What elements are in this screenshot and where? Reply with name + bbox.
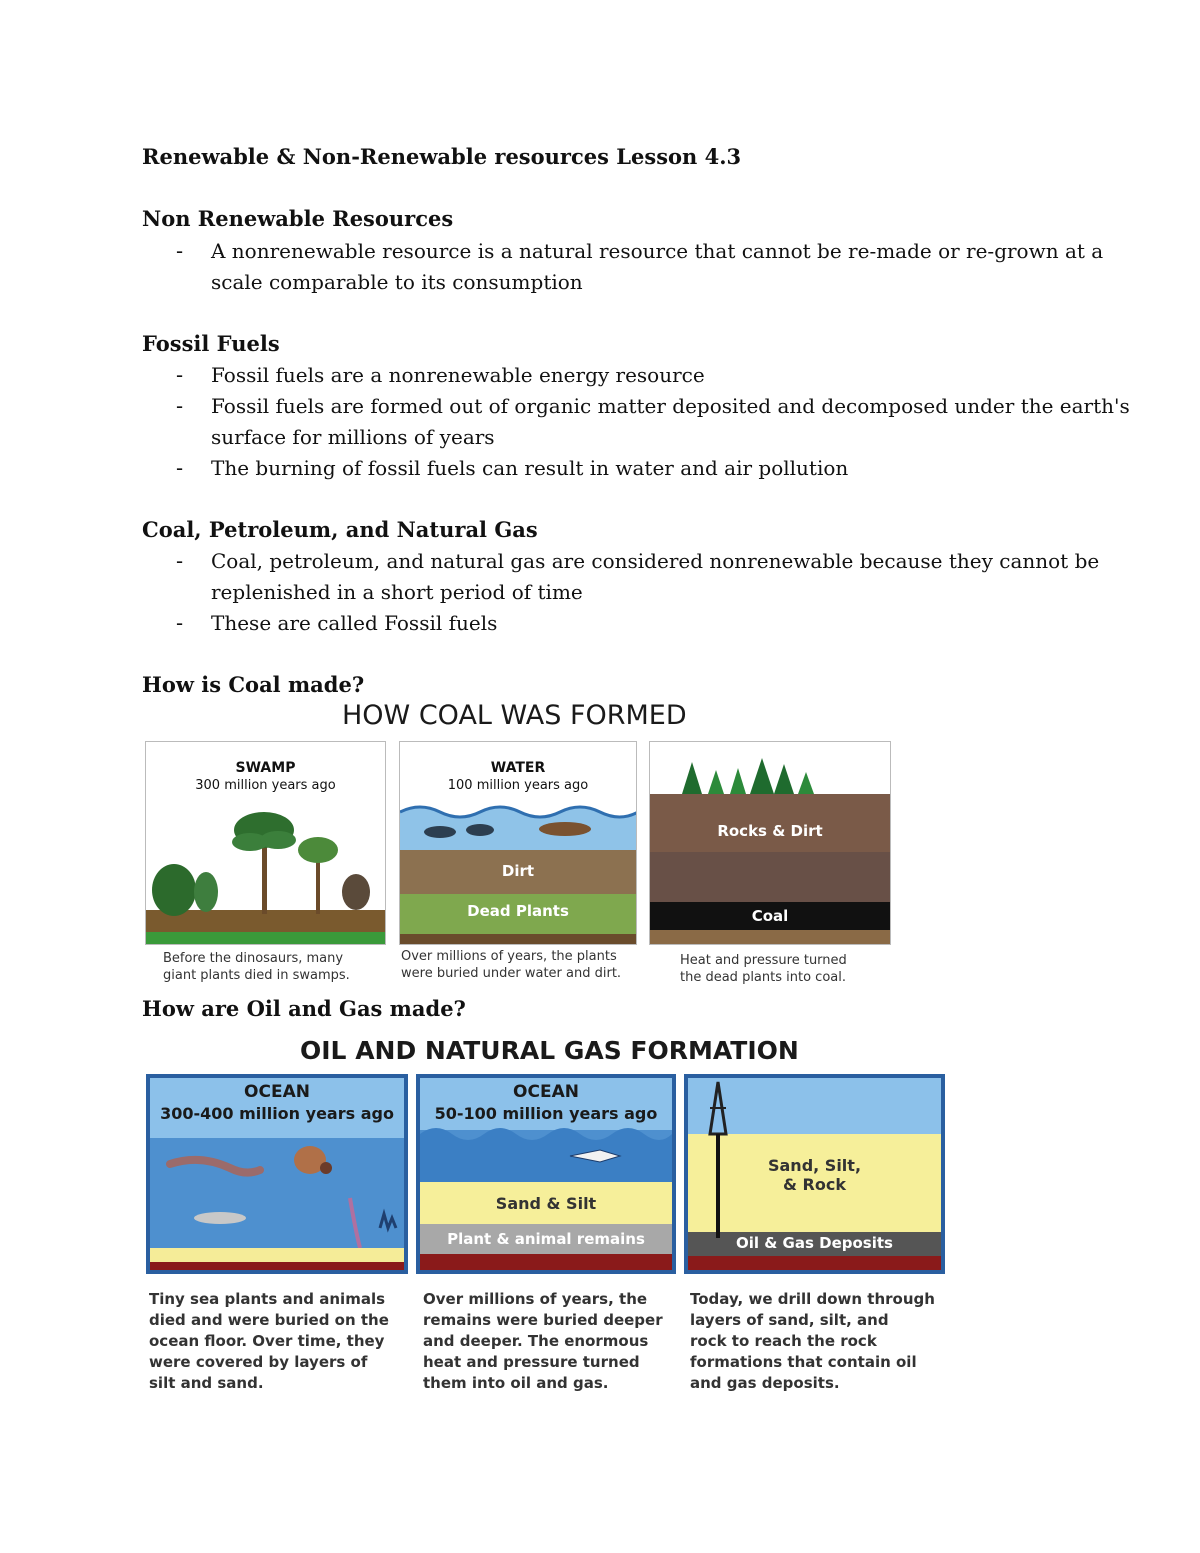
bullet-text: The burning of fossil fuels can result in water and air pollution (211, 456, 849, 480)
oil-panel-today (684, 1074, 945, 1274)
section-heading-coal-petroleum-gas: Coal, Petroleum, and Natural Gas (142, 517, 538, 542)
coal-caption-1: Before the dinosaurs, many giant plants died in swamps. (163, 951, 350, 983)
oil-panel-ocean-recent (416, 1074, 676, 1274)
section-heading-fossil-fuels: Fossil Fuels (142, 331, 280, 356)
bullet-text: Fossil fuels are formed out of organic matter deposited and decomposed under the earth's (211, 394, 1130, 418)
bullet-marker: - (176, 239, 184, 263)
bullet-marker: - (176, 549, 184, 573)
oil-gas-question-heading: How are Oil and Gas made? (142, 996, 466, 1021)
page-title: Renewable & Non-Renewable resources Lesson 4.3 (142, 144, 742, 169)
oil-gas-figure-title: OIL AND NATURAL GAS FORMATION (300, 1036, 799, 1065)
panel-subheading: 300-400 million years ago (160, 1104, 394, 1123)
coal-question-heading: How is Coal made? (142, 672, 365, 697)
coal-figure-title: HOW COAL WAS FORMED (342, 700, 687, 731)
bullet-text: Coal, petroleum, and natural gas are considered nonrenewable because they cannot be (211, 549, 1100, 573)
bullet-marker: - (176, 363, 184, 387)
bullet-text: replenished in a short period of time (211, 580, 583, 604)
coal-caption-2: Over millions of years, the plants were buried under water and dirt. (401, 949, 622, 981)
panel-subheading: 300 million years ago (195, 778, 336, 793)
bullet-marker: - (176, 456, 184, 480)
coal-panel-water (399, 741, 637, 945)
panel-subheading: 100 million years ago (447, 778, 589, 793)
bullet-text: scale comparable to its consumption (211, 270, 583, 294)
bullet-text: These are called Fossil fuels (211, 611, 498, 635)
coal-panel-coal (649, 741, 891, 945)
panel-heading: OCEAN (244, 1082, 310, 1102)
layer-label-dead-plants: Dead Plants (467, 902, 569, 920)
oil-caption-2: Over millions of years, the remains were buried deeper and deeper. The enormous heat and pressure turned them into oil and gas. (423, 1290, 663, 1392)
coal-caption-3: Heat and pressure turned the dead plants into coal. (680, 953, 847, 985)
swamp-plants-illustration (146, 742, 386, 945)
layer-label-sand-silt: Sand & Silt (495, 1194, 597, 1213)
bullet-text: A nonrenewable resource is a natural resource that cannot be re-made or re-grown at a (211, 239, 1104, 263)
layer-label-dirt: Dirt (501, 862, 535, 880)
layer-label-plant-animal-remains: Plant & animal remains (447, 1230, 645, 1248)
bullet-text: Fossil fuels are a nonrenewable energy resource (211, 363, 705, 387)
panel-heading: SWAMP (235, 760, 296, 776)
oil-caption-3: Today, we drill down through layers of sand, silt, and rock to reach the rock formations that contain oil and gas deposits. (690, 1290, 935, 1392)
oil-panel-ocean-ancient (146, 1074, 408, 1274)
panel-subheading: 50-100 million years ago (434, 1104, 658, 1123)
panel-heading: WATER (490, 760, 546, 776)
section-heading-non-renewable: Non Renewable Resources (142, 206, 454, 231)
panel-heading: OCEAN (513, 1082, 579, 1102)
layer-label-rocks-dirt: Rocks & Dirt (717, 822, 823, 840)
bullet-marker: - (176, 394, 184, 418)
oil-caption-1: Tiny sea plants and animals died and were buried on the ocean floor. Over time, they were covered by layers of silt and sand. (149, 1290, 389, 1392)
layer-label-oil-gas-deposits: Oil & Gas Deposits (736, 1234, 893, 1252)
coal-panel-swamp (145, 741, 386, 945)
bullet-marker: - (176, 611, 184, 635)
layer-label-sand-silt-rock: Sand, Silt, & Rock (767, 1156, 862, 1194)
bullet-text: surface for millions of years (211, 425, 495, 449)
layer-label-coal: Coal (751, 907, 789, 925)
